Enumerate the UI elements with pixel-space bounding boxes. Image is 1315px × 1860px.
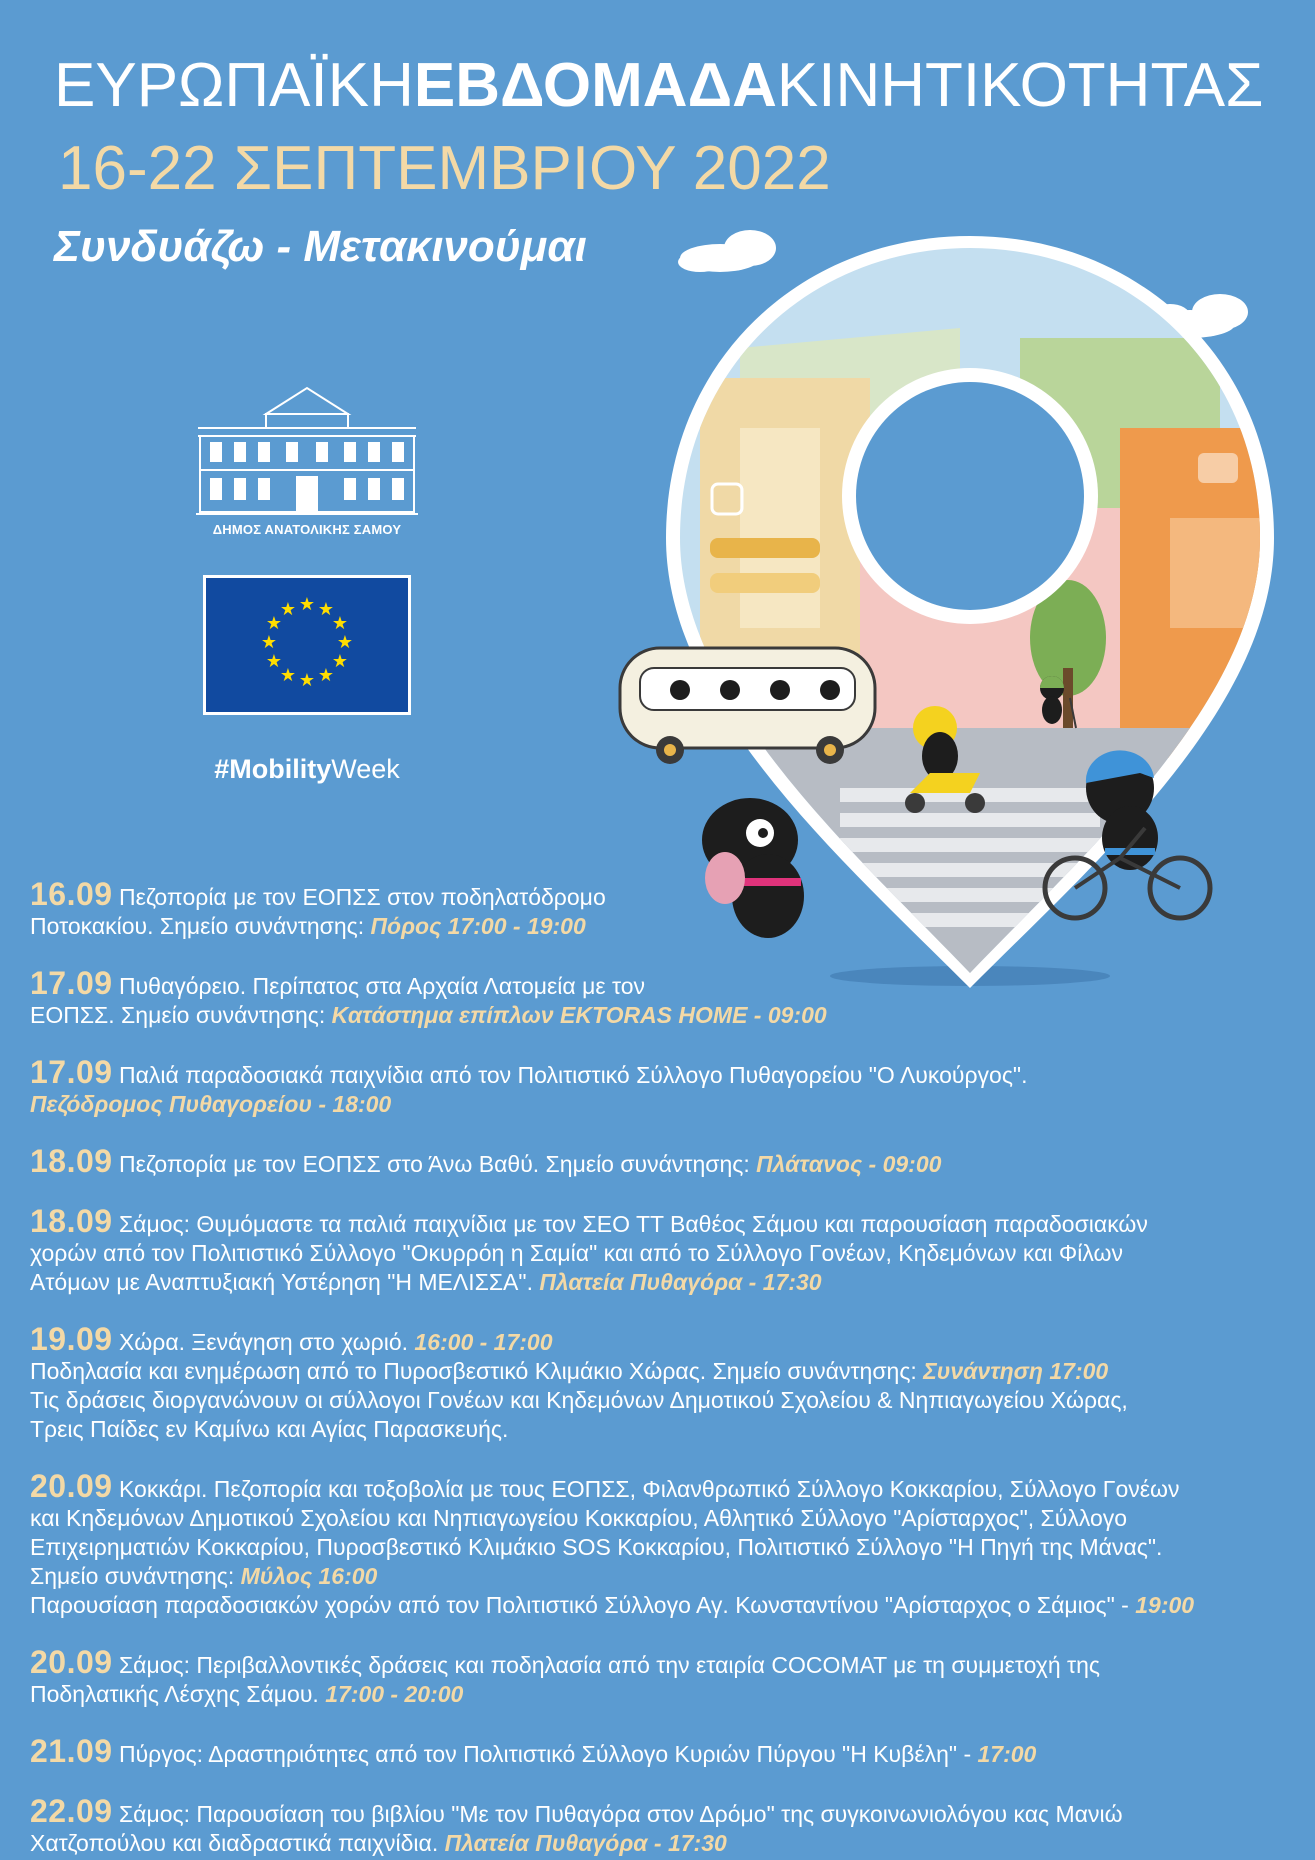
- event-meeting-highlight: Μύλος 16:00: [240, 1563, 378, 1589]
- event-text-line: Πεζοπορία με τον ΕΟΠΣΣ στο Άνω Βαθύ. Σημείο συνάντησης:: [112, 1151, 757, 1177]
- events-list: [30, 876, 1300, 1858]
- svg-text:★: ★: [317, 599, 335, 620]
- event-meeting-highlight: Πόρος 17:00 - 19:00: [370, 913, 586, 939]
- svg-text:★: ★: [260, 632, 278, 653]
- event-date: 22.09: [30, 1793, 113, 1829]
- event-meeting-highlight: Πλάτανος - 09:00: [756, 1151, 942, 1177]
- hashtag-bold: Mobility: [229, 754, 332, 784]
- svg-text:★: ★: [298, 670, 316, 691]
- event-meeting-highlight: Συνάντηση 17:00: [923, 1358, 1109, 1384]
- event-date: 17.09: [30, 1054, 113, 1090]
- event-date: 16.09: [30, 876, 113, 912]
- hashtag-symbol: #: [214, 754, 230, 784]
- event-text-line: Πεζοπορία με τον ΕΟΠΣΣ στον ποδηλατόδρομο: [112, 884, 606, 910]
- bus-icon: [620, 648, 875, 764]
- event-item: [30, 1203, 1300, 1297]
- event-time-highlight: 17:00: [977, 1741, 1037, 1767]
- event-date: 18.09: [30, 1143, 113, 1179]
- svg-text:★: ★: [331, 651, 349, 672]
- event-date: 18.09: [30, 1203, 113, 1239]
- event-date: 21.09: [30, 1733, 113, 1769]
- svg-text:★: ★: [265, 651, 283, 672]
- event-dates: 16-22 ΣΕΠΤΕΜΒΡΙΟΥ 2022: [58, 134, 831, 203]
- event-meeting-highlight: Πεζόδρομος Πυθαγορείου - 18:00: [30, 1091, 392, 1117]
- location-pin-illustration: [600, 228, 1315, 988]
- event-date: 20.09: [30, 1468, 113, 1504]
- event-text-line: Σάμος: Θυμόμαστε τα παλιά παιχνίδια με τον ΣΕΟ ΤΤ Βαθέος Σάμου και παρουσίαση παραδοσιακών: [112, 1211, 1148, 1237]
- event-text-line: Παλιά παραδοσιακά παιχνίδια από τον Πολιτιστικό Σύλλογο Πυθαγορείου "Ο Λυκούργος".: [112, 1062, 1028, 1088]
- event-text-line: Ποδηλατικής Λέσχης Σάμου.: [30, 1681, 326, 1707]
- event-text-line: και Κηδεμόνων Δημοτικού Σχολείου και Νηπιαγωγείου Κοκκαρίου, Αθλητικό Σύλλογο "Αρίσταρχος", Σύλλογο: [30, 1505, 1128, 1531]
- event-item: [30, 876, 1300, 941]
- event-text-line: Τρεις Παίδες εν Καμίνω και Αγίας Παρασκευής.: [30, 1416, 509, 1442]
- event-text-line: Ποτοκακίου. Σημείο συνάντησης:: [30, 913, 371, 939]
- title-part-2: ΕΒΔΟΜΑΔΑ: [413, 51, 777, 120]
- title-part-3: ΚΙΝΗΤΙΚΟΤΗΤΑΣ: [776, 51, 1264, 120]
- svg-text:★: ★: [279, 599, 297, 620]
- event-date: 17.09: [30, 965, 113, 1001]
- event-item: [30, 965, 1300, 1030]
- event-meeting-highlight: Κατάστημα επίπλων EKTORAS HOME - 09:00: [331, 1002, 827, 1028]
- mobility-week-hashtag: [196, 752, 418, 786]
- eu-flag-icon: [203, 575, 411, 715]
- event-text-line: Τις δράσεις διοργανώνουν οι σύλλογοι Γονέων και Κηδεμόνων Δημοτικού Σχολείου & Νηπιαγωγείου Χώρας,: [30, 1387, 1128, 1413]
- event-item: [30, 1143, 1300, 1179]
- event-item: [30, 1054, 1300, 1119]
- svg-text:★: ★: [265, 613, 283, 634]
- svg-text:★: ★: [331, 613, 349, 634]
- event-text-line: Σημείο συνάντησης:: [30, 1563, 241, 1589]
- event-text-line: Σάμος: Παρουσίαση του βιβλίου "Με τον Πυθαγόρα στον Δρόμο" της συγκοινωνιολόγου κας Μανιώ: [112, 1801, 1123, 1827]
- event-item: [30, 1644, 1300, 1709]
- event-text-line: Επιχειρηματιών Κοκκαρίου, Πυροσβεστικό Κλιμάκιο SOS Κοκκαρίου, Πολιτιστικό Σύλλογο "Η Πηγή της Μάνας".: [30, 1534, 1163, 1560]
- event-text-line: Χατζοπούλου και διαδραστικά παιχνίδια.: [30, 1830, 445, 1856]
- svg-text:★: ★: [317, 665, 335, 686]
- svg-text:★: ★: [336, 632, 354, 653]
- event-time-highlight: 19:00: [1135, 1592, 1195, 1618]
- event-text-line: ΕΟΠΣΣ. Σημείο συνάντησης:: [30, 1002, 332, 1028]
- event-text-line: Ατόμων με Αναπτυξιακή Υστέρηση "Η ΜΕΛΙΣΣΑ".: [30, 1269, 540, 1295]
- event-text-line: Πυθαγόρειο. Περίπατος στα Αρχαία Λατομεία με τον: [112, 973, 646, 999]
- event-meeting-highlight: Πλατεία Πυθαγόρα - 17:30: [539, 1269, 822, 1295]
- event-text-line: Χώρα. Ξενάγηση στο χωριό.: [112, 1329, 415, 1355]
- hashtag-rest: Week: [331, 754, 400, 784]
- title-part-1: ΕΥΡΩΠΑΪΚΗ: [54, 51, 414, 120]
- event-title: [54, 50, 1294, 122]
- event-time-highlight: 16:00 - 17:00: [414, 1329, 553, 1355]
- event-text-line: χορών από τον Πολιτιστικό Σύλλογο "Οκυρρόη η Σαμία" και από το Σύλλογο Γονέων, Κηδεμόνων και Φίλων: [30, 1240, 1123, 1266]
- event-item: [30, 1468, 1300, 1620]
- event-item: [30, 1733, 1300, 1769]
- svg-text:★: ★: [298, 594, 316, 615]
- event-text-line: Σάμος: Περιβαλλοντικές δράσεις και ποδηλασία από την εταιρία COCOMAT με τη συμμετοχή της: [112, 1652, 1101, 1678]
- event-item: [30, 1793, 1300, 1858]
- event-date: 19.09: [30, 1321, 113, 1357]
- svg-text:★: ★: [279, 665, 297, 686]
- event-meeting-highlight: Πλατεία Πυθαγόρα - 17:30: [444, 1830, 727, 1856]
- event-text-line: Παρουσίαση παραδοσιακών χορών από τον Πολιτιστικό Σύλλογο Αγ. Κωνσταντίνου "Αρίσταρχος ο Σάμιος" -: [30, 1592, 1136, 1618]
- municipality-building-logo: [196, 384, 418, 524]
- event-text-line: Πύργος: Δραστηριότητες από τον Πολιτιστικό Σύλλογο Κυριών Πύργου "Η Κυβέλη" -: [112, 1741, 978, 1767]
- event-text-line: Κοκκάρι. Πεζοπορία και τοξοβολία με τους ΕΟΠΣΣ, Φιλανθρωπικό Σύλλογο Κοκκαρίου, Σύλλογο Γονέων: [112, 1476, 1180, 1502]
- event-date: 20.09: [30, 1644, 113, 1680]
- event-text-line: Ποδηλασία και ενημέρωση από το Πυροσβεστικό Κλιμάκιο Χώρας. Σημείο συνάντησης:: [30, 1358, 924, 1384]
- event-time-highlight: 17:00 - 20:00: [325, 1681, 464, 1707]
- event-tagline: Συνδυάζω - Μετακινούμαι: [54, 222, 587, 271]
- municipality-name: ΔΗΜΟΣ ΑΝΑΤΟΛΙΚΗΣ ΣΑΜΟΥ: [212, 522, 402, 537]
- event-item: [30, 1321, 1300, 1444]
